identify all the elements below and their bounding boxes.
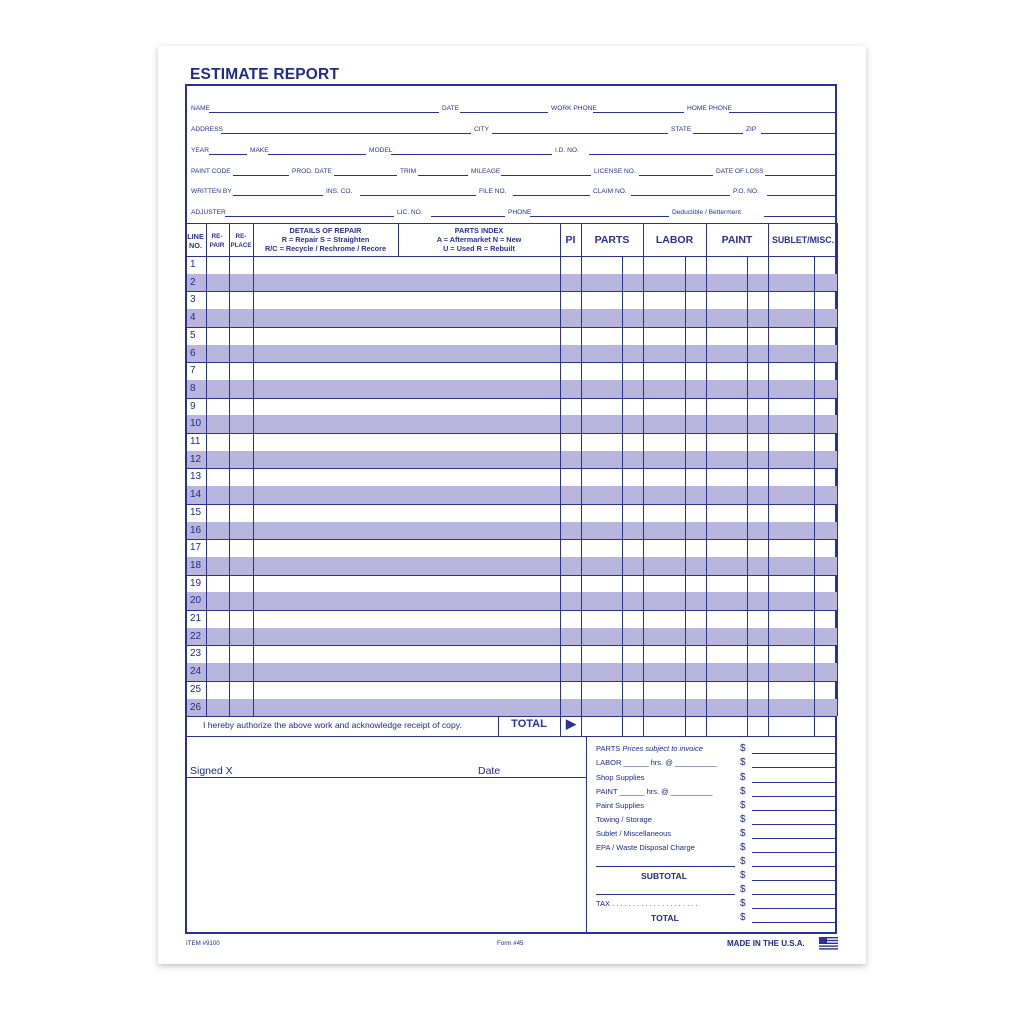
amount-line[interactable] — [752, 866, 835, 867]
summary-tax: TAX . . . . . . . . . . . . . . . . . . . . . — [596, 899, 698, 908]
header-field-label: WRITTEN BY — [191, 188, 232, 195]
row-rule — [186, 610, 837, 611]
header-field-line[interactable] — [221, 133, 471, 134]
total-rule — [581, 716, 582, 736]
header-field-label: STATE — [671, 126, 692, 133]
row-stripe — [187, 345, 837, 363]
row-rule — [186, 681, 837, 682]
header-field-line[interactable] — [631, 195, 730, 196]
total-rule — [814, 716, 815, 736]
row-stripe — [187, 522, 837, 540]
header-field-line[interactable] — [418, 175, 468, 176]
amount-line[interactable] — [752, 782, 835, 783]
summary-divider — [586, 736, 587, 934]
summary-epa: EPA / Waste Disposal Charge — [596, 843, 695, 852]
th-parts-index: PARTS INDEX A = Aftermarket N = New U = Used R = Rebuilt — [436, 226, 522, 253]
header-field-line[interactable] — [501, 175, 591, 176]
row-stripe — [187, 699, 837, 717]
line-number: 20 — [190, 595, 202, 607]
amount-line[interactable] — [752, 922, 835, 923]
line-number: 14 — [190, 489, 202, 501]
header-field-line[interactable] — [593, 112, 685, 113]
line-number: 3 — [190, 294, 196, 306]
line-number: 6 — [190, 347, 196, 359]
header-field-label: TRIM — [400, 168, 417, 175]
line-number: 2 — [190, 276, 196, 288]
authorize-row-rule — [186, 736, 837, 737]
line-number: 13 — [190, 471, 202, 483]
row-rule — [186, 327, 837, 328]
row-stripe — [187, 628, 837, 646]
summary-total: TOTAL — [651, 913, 679, 923]
header-field-label: NAME — [191, 105, 211, 112]
column-rule — [206, 223, 207, 716]
header-field-label: Deductible / Betterment — [672, 209, 741, 216]
row-stripe — [187, 592, 837, 610]
header-field-label: CITY — [474, 126, 490, 133]
header-field-line[interactable] — [209, 112, 439, 113]
dollar-sign: $ — [740, 786, 746, 797]
header-field-line[interactable] — [589, 154, 836, 155]
line-number: 26 — [190, 701, 202, 713]
table-top-rule — [186, 223, 837, 224]
authorize-text: I hereby authorize the above work and acknowledge receipt of copy. — [203, 720, 462, 730]
th-replace: RE- PLACE — [230, 233, 252, 249]
summary-paint-supplies: Paint Supplies — [596, 801, 644, 810]
row-rule — [186, 539, 837, 540]
row-stripe — [187, 415, 837, 433]
th-pi: PI — [565, 234, 576, 246]
header-field-label: LIC. NO. — [397, 209, 423, 216]
th-labor: LABOR — [655, 234, 694, 246]
made-in-usa: MADE IN THE U.S.A. — [727, 939, 805, 948]
column-rule — [253, 223, 254, 716]
line-number: 22 — [190, 630, 202, 642]
total-rule — [747, 716, 748, 736]
summary-towing: Towing / Storage — [596, 815, 652, 824]
total-rule — [643, 716, 644, 736]
column-rule — [186, 223, 187, 716]
row-stripe — [187, 451, 837, 469]
total-rule — [560, 716, 561, 736]
row-rule — [186, 362, 837, 363]
header-field-line[interactable] — [225, 216, 394, 217]
column-rule — [706, 223, 707, 716]
header-field-label: CLAIM NO. — [593, 188, 627, 195]
summary-sublet: Sublet / Miscellaneous — [596, 829, 672, 838]
th-sublet: SUBLET/MISC. — [771, 235, 835, 245]
amount-line[interactable] — [752, 880, 835, 881]
amount-line[interactable] — [752, 796, 835, 797]
header-field-line[interactable] — [233, 175, 290, 176]
amount-line[interactable] — [752, 852, 835, 853]
line-number: 23 — [190, 648, 202, 660]
total-rule — [685, 716, 686, 736]
line-number: 8 — [190, 382, 196, 394]
line-number: 4 — [190, 312, 196, 324]
th-repair: RE- PAIR — [209, 233, 225, 249]
header-field-label: ZIP — [746, 126, 757, 133]
dollar-sign: $ — [740, 814, 746, 825]
row-rule — [186, 398, 837, 399]
header-field-label: LICENSE NO. — [594, 168, 636, 175]
amount-line[interactable] — [752, 894, 835, 895]
play-arrow-icon: ▶ — [566, 716, 576, 731]
header-field-label: MODEL — [369, 147, 393, 154]
row-stripe — [187, 274, 837, 292]
column-rule — [622, 256, 623, 716]
total-rule — [768, 716, 769, 736]
header-field-line[interactable] — [761, 133, 836, 134]
amount-line[interactable] — [752, 767, 835, 768]
amount-line[interactable] — [752, 908, 835, 909]
signed-label: Signed X — [190, 765, 233, 777]
column-rule — [560, 223, 561, 716]
header-field-line[interactable] — [530, 216, 669, 217]
column-rule — [229, 223, 230, 716]
header-field-label: DATE — [442, 105, 460, 112]
dollar-sign: $ — [740, 828, 746, 839]
header-field-label: FILE NO. — [479, 188, 507, 195]
header-field-line[interactable] — [334, 175, 398, 176]
row-rule — [186, 645, 837, 646]
line-number: 25 — [190, 683, 202, 695]
amount-line[interactable] — [752, 824, 835, 825]
header-field-line[interactable] — [729, 112, 837, 113]
form-number: Form #45 — [497, 940, 524, 947]
total-rule — [622, 716, 623, 736]
line-number: 7 — [190, 365, 196, 377]
date-label: Date — [478, 765, 501, 777]
summary-subtotal: SUBTOTAL — [641, 871, 687, 881]
header-field-line[interactable] — [764, 216, 836, 217]
line-number: 11 — [190, 436, 201, 447]
summary-paint: PAINT ______ hrs. @ __________ — [596, 787, 713, 796]
table-header-rule — [186, 256, 837, 257]
row-rule — [186, 433, 837, 434]
row-stripe — [187, 486, 837, 504]
header-field-label: MAKE — [250, 147, 269, 154]
th-paint: PAINT — [721, 234, 753, 246]
total-label: TOTAL — [511, 718, 547, 730]
line-number: 5 — [190, 329, 196, 341]
header-field-label: INS. CO. — [326, 188, 353, 195]
column-rule — [685, 256, 686, 716]
line-number: 19 — [190, 577, 202, 589]
header-field-line[interactable] — [233, 195, 324, 196]
dollar-sign: $ — [740, 912, 746, 923]
header-field-line[interactable] — [209, 154, 247, 155]
row-stripe — [187, 663, 837, 681]
line-number: 1 — [190, 259, 196, 270]
header-field-line[interactable] — [767, 195, 836, 196]
dollar-sign: $ — [740, 884, 746, 895]
dollar-sign: $ — [740, 757, 746, 768]
header-field-label: YEAR — [191, 147, 209, 154]
signature-rule — [186, 777, 586, 778]
column-rule — [643, 223, 644, 716]
item-number: ITEM #9100 — [186, 940, 220, 947]
header-field-label: ADJUSTER — [191, 209, 226, 216]
row-rule — [186, 504, 837, 505]
th-details: DETAILS OF REPAIR R = Repair S = Straighten R/C = Recycle / Rechrome / Recore — [264, 226, 387, 253]
line-number: 15 — [190, 506, 202, 518]
header-field-label: WORK PHONE — [551, 105, 597, 112]
row-rule — [186, 291, 837, 292]
blank-line — [596, 894, 735, 895]
header-field-label: HOME PHONE — [687, 105, 733, 112]
dollar-sign: $ — [740, 898, 746, 909]
header-field-label: P.O. NO. — [733, 188, 759, 195]
column-rule — [837, 223, 838, 716]
form-title: ESTIMATE REPORT — [190, 66, 340, 83]
row-stripe — [187, 380, 837, 398]
header-field-line[interactable] — [639, 175, 713, 176]
line-number: 18 — [190, 559, 202, 571]
dollar-sign: $ — [740, 870, 746, 881]
line-number: 10 — [190, 418, 202, 430]
header-field-label: DATE OF LOSS — [716, 168, 764, 175]
line-number: 9 — [190, 400, 196, 412]
summary-labor: LABOR ______ hrs. @ __________ — [596, 758, 717, 767]
amount-line[interactable] — [752, 753, 835, 754]
header-field-line[interactable] — [268, 154, 366, 155]
amount-line[interactable] — [752, 838, 835, 839]
line-number: 17 — [190, 542, 202, 554]
us-flag-icon — [819, 937, 838, 950]
column-rule — [768, 223, 769, 716]
header-field-label: MILEAGE — [471, 168, 501, 175]
row-stripe — [187, 309, 837, 327]
header-field-line[interactable] — [492, 133, 668, 134]
header-field-line[interactable] — [765, 175, 836, 176]
line-number: 24 — [190, 666, 202, 678]
row-rule — [186, 575, 837, 576]
row-stripe — [187, 557, 837, 575]
dollar-sign: $ — [740, 772, 746, 783]
header-field-line[interactable] — [513, 195, 590, 196]
header-field-label: I.D. NO. — [555, 147, 579, 154]
header-field-line[interactable] — [391, 154, 552, 155]
summary-parts: PARTS Prices subject to invoice — [596, 744, 703, 753]
header-field-label: PHONE — [508, 209, 532, 216]
th-line-no: LINE NO. — [187, 232, 204, 250]
column-rule — [398, 223, 399, 256]
column-rule — [581, 223, 582, 716]
header-field-line[interactable] — [693, 133, 743, 134]
column-rule — [747, 256, 748, 716]
subtotal-rule — [596, 866, 735, 867]
header-field-line[interactable] — [431, 216, 505, 217]
header-field-label: PAINT CODE — [191, 168, 231, 175]
line-number: 21 — [190, 613, 202, 624]
line-number: 12 — [190, 453, 202, 465]
header-field-line[interactable] — [360, 195, 476, 196]
header-field-label: PROD. DATE — [292, 168, 332, 175]
th-parts: PARTS — [594, 234, 630, 246]
row-rule — [186, 468, 837, 469]
dollar-sign: $ — [740, 800, 746, 811]
header-field-line[interactable] — [460, 112, 548, 113]
header-field-label: ADDRESS — [191, 126, 223, 133]
line-number: 16 — [190, 524, 202, 536]
dollar-sign: $ — [740, 842, 746, 853]
amount-line[interactable] — [752, 810, 835, 811]
dollar-sign: $ — [740, 856, 746, 867]
total-rule — [706, 716, 707, 736]
dollar-sign: $ — [740, 743, 746, 754]
summary-shop-supplies: Shop Supplies — [596, 773, 645, 782]
column-rule — [814, 256, 815, 716]
